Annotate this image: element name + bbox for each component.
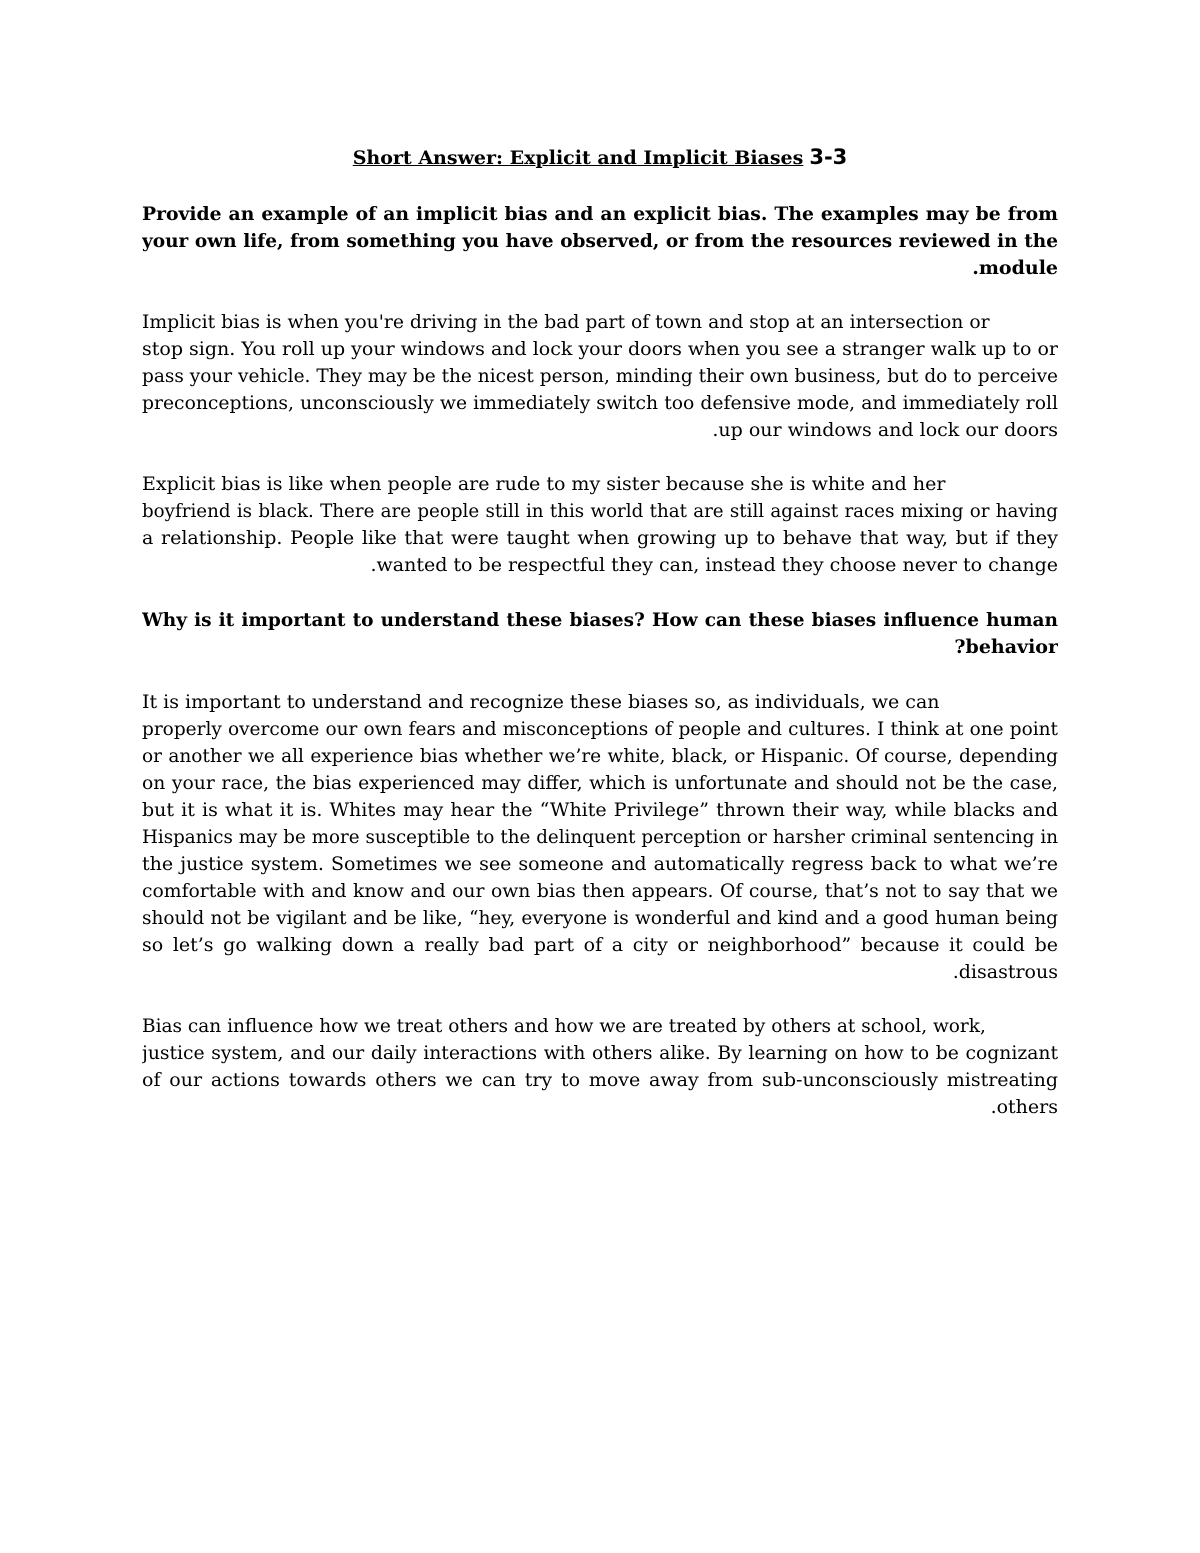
answer-line: so let’s go walking down a really bad part of a city or neighborhood” because it could be: [142, 934, 1058, 956]
question-1-line: Provide an example of an implicit bias and an explicit bias. The examples may be from: [142, 203, 1058, 225]
answer-importance: [142, 689, 1058, 986]
question-2-line: Why is it important to understand these biases? How can these biases influence human: [142, 610, 1058, 631]
answer-explicit-bias: [142, 471, 1058, 579]
document-title: [142, 140, 1058, 175]
answer-line: comfortable with and know and our own bias then appears. Of course, that’s not to say that we: [142, 881, 1058, 902]
answer-line: stop sign. You roll up your windows and lock your doors when you see a stranger walk up to or: [142, 338, 1058, 360]
answer-line: properly overcome our own fears and misconceptions of people and cultures. I think at one point: [142, 719, 1058, 740]
title-number: 3-3: [809, 145, 848, 169]
answer-implicit-bias: [142, 309, 1058, 444]
answer-line: Hispanics may be more susceptible to the delinquent perception or harsher criminal sentencing in: [142, 827, 1058, 848]
answer-line: .disastrous: [952, 961, 1058, 983]
answer-line: preconceptions, unconsciously we immediately switch too defensive mode, and immediately roll: [142, 393, 1058, 414]
answer-line: Explicit bias is like when people are rude to my sister because she is white and her: [142, 473, 946, 495]
question-2: [142, 607, 1058, 661]
answer-line: on your race, the bias experienced may differ, which is unfortunate and should not be the case,: [142, 773, 1058, 794]
answer-line: It is important to understand and recognize these biases so, as individuals, we can: [142, 691, 940, 713]
title-text: Short Answer: Explicit and Implicit Biases: [352, 147, 804, 169]
question-1-line: .module: [972, 257, 1058, 279]
question-1-line: your own life, from something you have observed, or from the resources reviewed in the: [142, 231, 1058, 252]
answer-line: Bias can influence how we treat others and how we are treated by others at school, work,: [142, 1016, 986, 1037]
answer-line: should not be vigilant and be like, “hey, everyone is wonderful and kind and a good human being: [142, 908, 1058, 929]
answer-line: the justice system. Sometimes we see someone and automatically regress back to what we’re: [142, 853, 1058, 875]
answer-line: .wanted to be respectful they can, instead they choose never to change: [370, 554, 1058, 576]
answer-line: a relationship. People like that were taught when growing up to behave that way, but if they: [142, 527, 1058, 549]
answer-line: of our actions towards others we can try to move away from sub-unconsciously mistreating: [142, 1069, 1058, 1091]
answer-line: pass your vehicle. They may be the nicest person, minding their own business, but do to perceive: [142, 366, 1058, 387]
question-2-line: ?behavior: [954, 636, 1058, 658]
answer-line: or another we all experience bias whether we’re white, black, or Hispanic. Of course, depending: [142, 746, 1058, 767]
answer-line: .others: [990, 1096, 1058, 1118]
answer-line: justice system, and our daily interactions with others alike. By learning on how to be cognizant: [142, 1043, 1058, 1064]
answer-influence: [142, 1013, 1058, 1121]
question-1: [142, 201, 1058, 282]
answer-line: boyfriend is black. There are people still in this world that are still against races mixing or having: [142, 501, 1058, 522]
answer-line: .up our windows and lock our doors: [712, 419, 1058, 441]
answer-line: but it is what it is. Whites may hear the “White Privilege” thrown their way, while blacks and: [142, 799, 1058, 821]
document-page: [142, 140, 1058, 1121]
answer-line: Implicit bias is when you're driving in the bad part of town and stop at an intersection or: [142, 312, 990, 333]
